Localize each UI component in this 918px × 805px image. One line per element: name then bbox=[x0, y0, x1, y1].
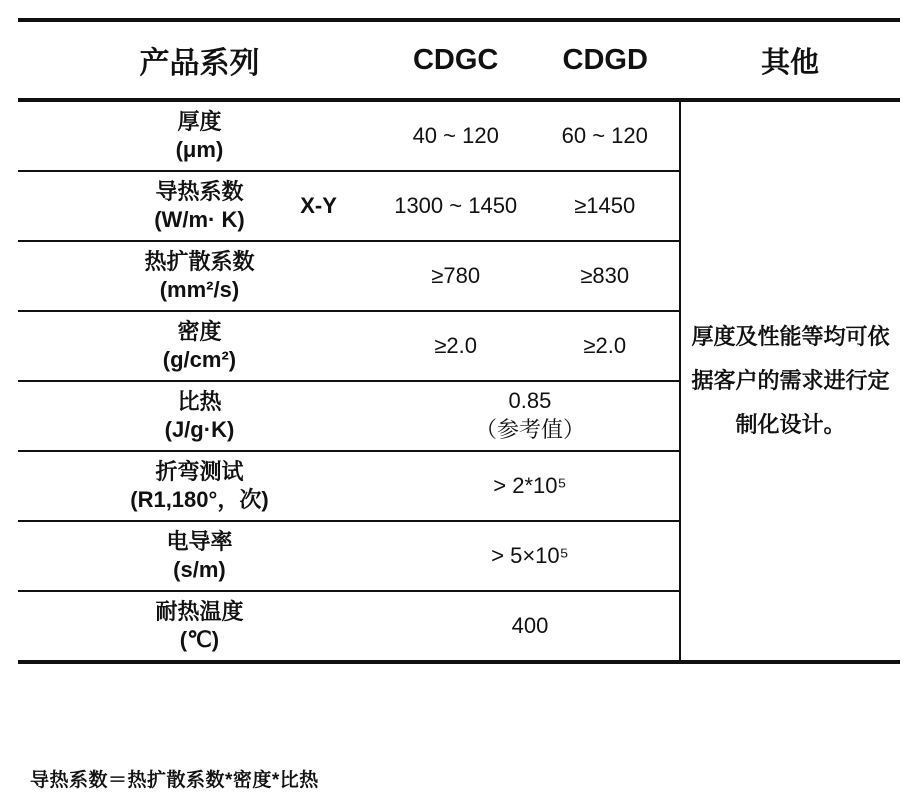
cell-merged-bending-test: > 2*10⁵ bbox=[493, 472, 567, 498]
row-label-line2: (s/m) bbox=[173, 557, 226, 582]
row-label-thickness bbox=[18, 100, 381, 171]
row-label-thermal-diffusivity bbox=[18, 241, 381, 311]
specification-table bbox=[18, 18, 900, 664]
axis-tag-xy: X-Y bbox=[300, 193, 337, 218]
cell-merged-heat-resistance: 400 bbox=[511, 612, 549, 638]
cell-cdgd-density: ≥2.0 bbox=[583, 332, 627, 358]
header-series: 产品系列 bbox=[139, 47, 260, 80]
other-note-cell bbox=[680, 100, 900, 662]
cell-cdgd-thickness: 60 ~ 120 bbox=[561, 122, 648, 148]
table-header-row bbox=[18, 20, 900, 100]
other-note-line3: 制化设计。 bbox=[735, 412, 846, 437]
cell-cdgd-thermal-conductivity: ≥1450 bbox=[574, 192, 636, 218]
cell-cdgd-thermal-diffusivity: ≥830 bbox=[580, 262, 630, 288]
cell-cdgc-thickness: 40 ~ 120 bbox=[412, 122, 499, 148]
row-label-line1: 电导率 bbox=[166, 528, 233, 554]
value-main: 0.85 bbox=[508, 388, 552, 414]
header-other: 其他 bbox=[761, 46, 820, 79]
row-label-line2: (μm) bbox=[175, 137, 224, 162]
row-label-bending-test bbox=[18, 451, 381, 521]
row-label-specific-heat bbox=[18, 381, 381, 451]
other-note-line1: 厚度及性能等均可依 bbox=[691, 324, 890, 349]
value-sub: （参考值） bbox=[474, 417, 585, 442]
cell-cdgc-thermal-diffusivity: ≥780 bbox=[431, 262, 481, 288]
row-label-line2: (R1,180°，次) bbox=[130, 487, 269, 512]
row-label-line1: 折弯测试 bbox=[155, 458, 244, 484]
cell-cdgc-thermal-conductivity: 1300 ~ 1450 bbox=[394, 192, 518, 218]
footnote-formula: 导热系数＝热扩散系数*密度*比热 bbox=[30, 770, 319, 791]
row-label-density bbox=[18, 311, 381, 381]
row-label-line1: 导热系数 bbox=[155, 178, 244, 204]
header-cdgd: CDGD bbox=[562, 43, 648, 76]
cell-merged-specific-heat bbox=[381, 381, 680, 451]
row-label-line2: (g/cm²) bbox=[162, 347, 237, 372]
cell-cdgc-density: ≥2.0 bbox=[434, 332, 478, 358]
cell-merged-electrical-conductivity: > 5×10⁵ bbox=[491, 542, 569, 568]
row-label-line1: 耐热温度 bbox=[155, 598, 244, 624]
row-label-line1: 热扩散系数 bbox=[144, 248, 255, 274]
header-cdgc: CDGC bbox=[412, 43, 499, 76]
row-label-line2: (mm²/s) bbox=[159, 277, 240, 302]
row-label-line1: 比热 bbox=[177, 388, 222, 414]
other-note-line2: 据客户的需求进行定 bbox=[691, 368, 890, 393]
row-label-line2: (℃) bbox=[179, 627, 220, 652]
row-label-line2: (W/m· K) bbox=[154, 207, 245, 232]
row-label-thermal-conductivity bbox=[18, 171, 381, 241]
row-label-line2: (J/g·K) bbox=[164, 417, 235, 442]
table-row bbox=[18, 100, 900, 171]
row-label-line1: 密度 bbox=[177, 318, 222, 344]
row-label-line1: 厚度 bbox=[177, 108, 222, 134]
row-label-electrical-conductivity bbox=[18, 521, 381, 591]
row-label-heat-resistance bbox=[18, 591, 381, 662]
